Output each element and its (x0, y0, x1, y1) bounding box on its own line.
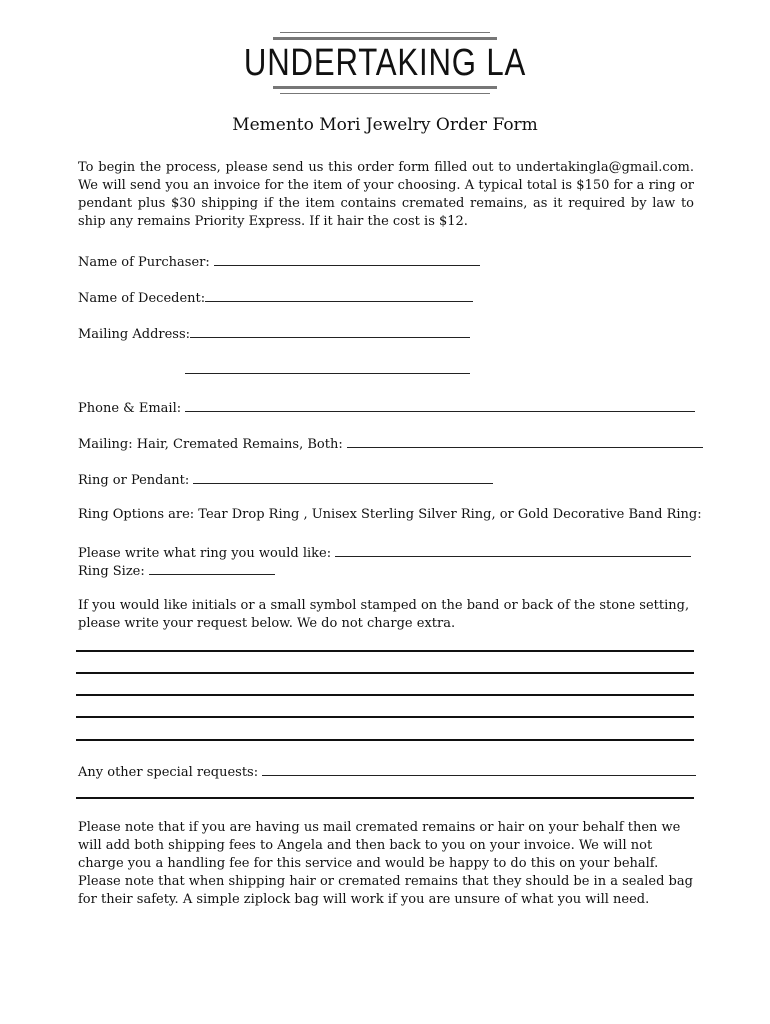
phone-email-label: Phone & Email: (78, 401, 182, 416)
ring-size-field (78, 560, 275, 581)
logo-text: UNDERTAKING LA (243, 42, 527, 84)
address-label: Mailing Address: (78, 327, 191, 342)
intro-paragraph: To begin the process, please send us this order form filled out to undertakingla@gmail.com. We will send you an invoice for the item of your choosing. A typical total is $150 for a ring or pendant plus $30 shipping if the item contains cremated remains, as it required by law to ship any remains Priority Express. If it hair the cost is $12. (78, 160, 694, 229)
ring-choice-label: Please write what ring you would like: (78, 546, 332, 561)
mailing-label: Mailing: Hair, Cremated Remains, Both: (78, 437, 343, 452)
special-requests-field (78, 761, 696, 782)
address-input-line-2[interactable] (185, 359, 470, 374)
initials-note: If you would like initials or a small symbol stamped on the band or back of the stone setting, please write your request below. We do not charge extra. (78, 598, 690, 631)
special-requests-write-line[interactable] (76, 797, 694, 799)
special-requests-label: Any other special requests: (78, 765, 259, 780)
mailing-input-line[interactable] (347, 433, 703, 448)
phone-email-input-line[interactable] (185, 397, 695, 412)
closing-note: Please note that if you are having us mail cremated remains or hair on your behalf then we will add both shipping fees to Angela and then back to you on your invoice. We will not charge you a handling fee for this service and would be happy to do this on your behalf. Please note that when shipping hair or cremated remains that they should be in a sealed bag for their safety. A simple ziplock bag will work if you are unsure of what you will need. (78, 820, 693, 907)
form-title: Memento Mori Jewelry Order Form (232, 115, 538, 135)
address-input-line-1[interactable] (190, 323, 470, 338)
ring-or-pendant-label: Ring or Pendant: (78, 473, 190, 488)
mailing-field (78, 433, 703, 454)
logo-top-thin-rule (280, 32, 490, 33)
ring-size-input-line[interactable] (149, 560, 275, 575)
logo (0, 32, 770, 94)
initials-write-line-2[interactable] (76, 672, 694, 674)
decedent-input-line[interactable] (205, 287, 473, 302)
initials-write-line-5[interactable] (76, 739, 694, 741)
ring-or-pendant-field (78, 469, 493, 490)
special-requests-input-line[interactable] (262, 761, 696, 776)
initials-write-line-1[interactable] (76, 650, 694, 652)
purchaser-label: Name of Purchaser: (78, 255, 210, 270)
logo-bottom-thin-rule (280, 93, 490, 94)
phone-email-field (78, 397, 695, 418)
initials-write-line-4[interactable] (76, 716, 694, 718)
address-line-2 (185, 359, 470, 380)
decedent-label: Name of Decedent: (78, 291, 206, 306)
ring-choice-input-line[interactable] (335, 542, 691, 557)
ring-size-label: Ring Size: (78, 564, 145, 579)
ring-or-pendant-input-line[interactable] (193, 469, 493, 484)
decedent-field (78, 287, 473, 308)
purchaser-field (78, 251, 480, 272)
logo-bottom-thick-rule (273, 86, 497, 89)
purchaser-input-line[interactable] (214, 251, 480, 266)
ring-options-text: Ring Options are: Tear Drop Ring , Unisex Sterling Silver Ring, or Gold Decorative Band Ring: (78, 507, 702, 522)
address-field (78, 323, 470, 344)
initials-write-line-3[interactable] (76, 694, 694, 696)
